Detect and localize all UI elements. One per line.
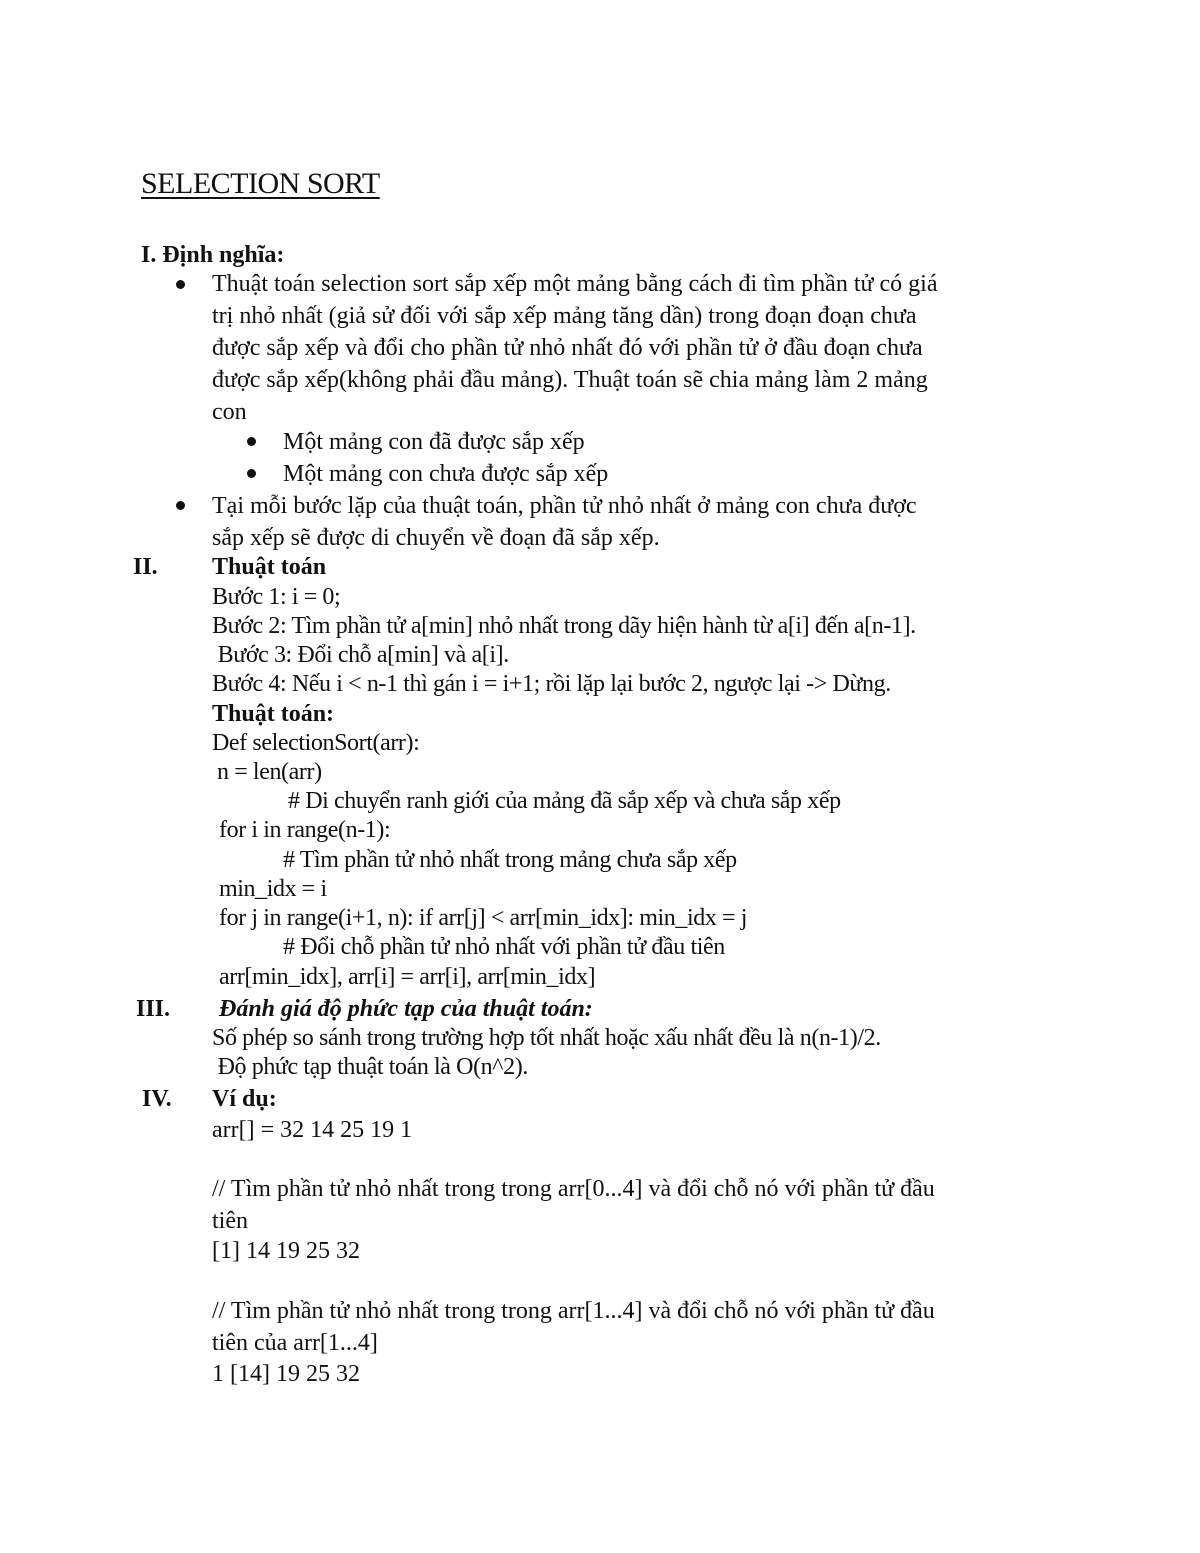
sub-bullet-item: Một mảng con chưa được sắp xếp — [283, 461, 609, 487]
algorithm-step: Bước 2: Tìm phần tử a[min] nhỏ nhất trong dãy hiện hành từ a[i] đến a[n-1]. — [212, 613, 916, 639]
code-heading: Thuật toán: — [212, 701, 335, 727]
section-1-text-line: sắp xếp sẽ được di chuyển về đoạn đã sắp xếp. — [212, 525, 660, 551]
bullet-icon — [247, 437, 256, 446]
section-2-heading: Thuật toán — [212, 554, 327, 580]
example-comment-line: // Tìm phần tử nhỏ nhất trong trong arr[1...4] và đổi chỗ nó với phần tử đầu — [212, 1298, 935, 1324]
section-1-text-line: Thuật toán selection sort sắp xếp một mảng bằng cách đi tìm phần tử có giá — [212, 271, 938, 297]
algorithm-step: Bước 1: i = 0; — [212, 584, 341, 610]
code-line: n = len(arr) — [217, 759, 322, 785]
bullet-icon — [176, 280, 185, 289]
example-result: 1 [14] 19 25 32 — [212, 1361, 360, 1387]
section-4-heading: Ví dụ: — [212, 1086, 277, 1112]
example-comment-line: tiên — [212, 1208, 248, 1234]
section-3-heading: Đánh giá độ phức tạp của thuật toán: — [219, 996, 593, 1022]
section-1-text-line: trị nhỏ nhất (giả sử đối với sắp xếp mảng tăng dần) trong đoạn đoạn chưa — [212, 303, 917, 329]
section-1-heading: I. Định nghĩa: — [141, 242, 285, 268]
algorithm-step: Bước 3: Đổi chỗ a[min] và a[i]. — [212, 642, 509, 668]
code-line: for j in range(i+1, n): if arr[j] < arr[min_idx]: min_idx = j — [219, 905, 748, 931]
code-line: for i in range(n-1): — [219, 817, 391, 843]
section-1-text-line: Tại mỗi bước lặp của thuật toán, phần tử nhỏ nhất ở mảng con chưa được — [212, 493, 917, 519]
complexity-line: Số phép so sánh trong trường hợp tốt nhất hoặc xấu nhất đều là n(n-1)/2. — [212, 1025, 881, 1051]
code-line: arr[min_idx], arr[i] = arr[i], arr[min_idx] — [219, 964, 596, 990]
example-result: [1] 14 19 25 32 — [212, 1238, 360, 1264]
sub-bullet-item: Một mảng con đã được sắp xếp — [283, 429, 585, 455]
complexity-line: Độ phức tạp thuật toán là O(n^2). — [212, 1054, 528, 1080]
section-3-numeral: III. — [136, 996, 171, 1022]
algorithm-step: Bước 4: Nếu i < n-1 thì gán i = i+1; rồi lặp lại bước 2, ngược lại -> Dừng. — [212, 671, 891, 697]
bullet-icon — [176, 501, 185, 510]
section-1-text-line: con — [212, 399, 247, 425]
section-1-text-line: được sắp xếp và đổi cho phần tử nhỏ nhất đó với phần tử ở đầu đoạn chưa — [212, 335, 923, 361]
section-2-numeral: II. — [133, 554, 158, 580]
section-1-text-line: được sắp xếp(không phải đầu mảng). Thuật toán sẽ chia mảng làm 2 mảng — [212, 367, 928, 393]
code-comment: # Tìm phần tử nhỏ nhất trong mảng chưa sắp xếp — [283, 847, 737, 873]
example-comment-line: // Tìm phần tử nhỏ nhất trong trong arr[0...4] và đổi chỗ nó với phần tử đầu — [212, 1176, 935, 1202]
code-line: min_idx = i — [219, 876, 327, 902]
page-title: SELECTION SORT — [141, 167, 380, 200]
code-comment: # Đổi chỗ phần tử nhỏ nhất với phần tử đầu tiên — [283, 934, 725, 960]
section-4-numeral: IV. — [142, 1086, 172, 1112]
code-line: Def selectionSort(arr): — [212, 730, 420, 756]
example-comment-line: tiên của arr[1...4] — [212, 1330, 378, 1356]
code-comment: # Di chuyển ranh giới của mảng đã sắp xếp và chưa sắp xếp — [288, 788, 841, 814]
bullet-icon — [247, 469, 256, 478]
example-array: arr[] = 32 14 25 19 1 — [212, 1117, 413, 1143]
